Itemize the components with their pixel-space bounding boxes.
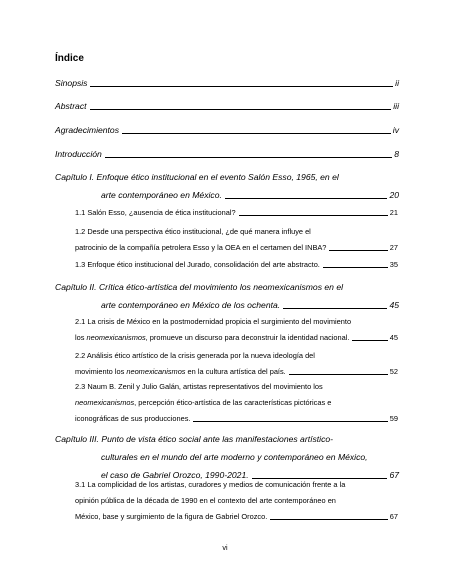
toc-entry-title: Sinopsis xyxy=(55,78,88,88)
toc-page-number: 52 xyxy=(389,367,398,376)
toc-page-number: iii xyxy=(393,101,399,111)
toc-section-title-line: 2.3 Naum B. Zenil y Julio Galán, artistas representativos del movimiento los xyxy=(75,382,323,391)
toc-section-title: 1.1 Salón Esso, ¿ausencia de ética institucional? xyxy=(75,208,236,217)
toc-section-title-line: 3.1 La complicidad de los artistas, curadores y medios de comunicación frente a la xyxy=(75,480,346,489)
toc-section-title-line: 2.2 Análisis ético artístico de la crisis generada por la nueva ideología del xyxy=(75,351,315,360)
toc-chapter-title-line: arte contemporáneo en México. xyxy=(101,190,222,200)
text-fragment: los xyxy=(75,333,87,342)
toc-section-2-1[interactable] xyxy=(75,315,398,344)
toc-page-number: 8 xyxy=(394,149,399,159)
toc-entry-sinopsis[interactable] xyxy=(55,77,399,90)
toc-section-1-1[interactable] xyxy=(75,206,398,219)
toc-page-number: iv xyxy=(392,125,399,135)
italic-term: neomexicanismos xyxy=(75,398,135,407)
toc-chapter-title-line: arte contemporáneo en México de los ochenta. xyxy=(101,300,281,310)
toc-chapter-1[interactable] xyxy=(55,171,399,202)
toc-section-title-line: patrocinio de la compañía petrolera Esso y la OEA en el certamen del INBA? xyxy=(75,243,327,252)
text-fragment: en la cultura artística del país. xyxy=(185,367,286,376)
toc-page-number: 27 xyxy=(389,243,398,252)
toc-chapter-title-line: el caso de Gabriel Orozco, 1990-2021. xyxy=(101,470,249,480)
dot-leader xyxy=(329,241,387,251)
toc-page-number: 45 xyxy=(389,333,398,342)
toc-section-title-line xyxy=(75,365,286,378)
toc-chapter-3[interactable] xyxy=(55,433,399,482)
dot-leader xyxy=(352,331,387,341)
toc-section-1-3[interactable] xyxy=(75,258,398,271)
dot-leader xyxy=(122,124,391,134)
page-number-footer: vi xyxy=(222,543,228,552)
toc-chapter-title-line: Capítulo II. Crítica ético-artística del movimiento los neomexicanismos en el xyxy=(55,282,344,292)
toc-entry-title: Introducción xyxy=(55,149,102,159)
toc-chapter-2[interactable] xyxy=(55,281,399,312)
toc-page-number: 20 xyxy=(389,190,399,200)
toc-page-number: 67 xyxy=(389,470,399,480)
toc-entry-abstract[interactable] xyxy=(55,100,399,113)
toc-section-title-line: opinión pública de la década de 1990 en el contexto del arte contemporáneo en xyxy=(75,496,336,505)
text-fragment: , percepción ético-artística de las características pictóricas e xyxy=(134,398,332,407)
toc-section-title-line: 1.2 Desde una perspectiva ético institucional, ¿de qué manera influye el xyxy=(75,227,311,236)
dot-leader xyxy=(105,148,392,158)
dot-leader xyxy=(283,299,387,309)
dot-leader xyxy=(90,100,392,110)
toc-page-number: ii xyxy=(395,78,399,88)
toc-chapter-title-line: culturales en el mundo del arte moderno y contemporáneo en México, xyxy=(101,452,368,462)
toc-page-number: 35 xyxy=(389,260,398,269)
dot-leader xyxy=(193,412,387,422)
dot-leader xyxy=(239,206,388,216)
dot-leader xyxy=(270,510,388,520)
toc-page-number: 21 xyxy=(389,208,398,217)
italic-term: neomexicanismos xyxy=(126,367,186,376)
text-fragment: movimiento los xyxy=(75,367,127,376)
text-fragment: , promueve un discurso para deconstruir la identidad nacional. xyxy=(145,333,350,342)
index-heading: Índice xyxy=(55,53,84,64)
dot-leader xyxy=(90,77,393,87)
toc-section-1-2[interactable] xyxy=(75,225,398,254)
toc-chapter-title-line: Capítulo I. Enfoque ético institucional en el evento Salón Esso, 1965, en el xyxy=(55,172,339,182)
toc-section-3-1[interactable] xyxy=(75,478,398,523)
toc-section-title-line: iconográficas de sus producciones. xyxy=(75,414,191,423)
toc-section-title-line: México, base y surgimiento de la figura de Gabriel Orozco. xyxy=(75,512,268,521)
dot-leader xyxy=(323,258,388,268)
toc-page-number: 45 xyxy=(389,300,399,310)
italic-term: neomexicanismos xyxy=(86,333,146,342)
toc-section-title-line: 2.1 La crisis de México en la postmodernidad propicia el surgimiento del movimiento xyxy=(75,317,352,326)
toc-section-title-line xyxy=(75,396,398,409)
dot-leader xyxy=(225,189,388,199)
toc-section-2-3[interactable] xyxy=(75,380,398,425)
toc-section-title-line xyxy=(75,331,349,344)
toc-page-number: 67 xyxy=(389,512,398,521)
dot-leader xyxy=(289,365,388,375)
toc-entry-agradecimientos[interactable] xyxy=(55,124,399,137)
toc-section-title: 1.3 Enfoque ético institucional del Jurado, consolidación del arte abstracto. xyxy=(75,260,320,269)
toc-entry-title: Abstract xyxy=(55,101,87,111)
toc-section-2-2[interactable] xyxy=(75,349,398,378)
toc-entry-title: Agradecimientos xyxy=(55,125,120,135)
toc-chapter-title-line: Capítulo III. Punto de vista ético social ante las manifestaciones artístico- xyxy=(55,434,334,444)
toc-entry-introduccion[interactable] xyxy=(55,148,399,161)
toc-page-number: 59 xyxy=(389,414,398,423)
